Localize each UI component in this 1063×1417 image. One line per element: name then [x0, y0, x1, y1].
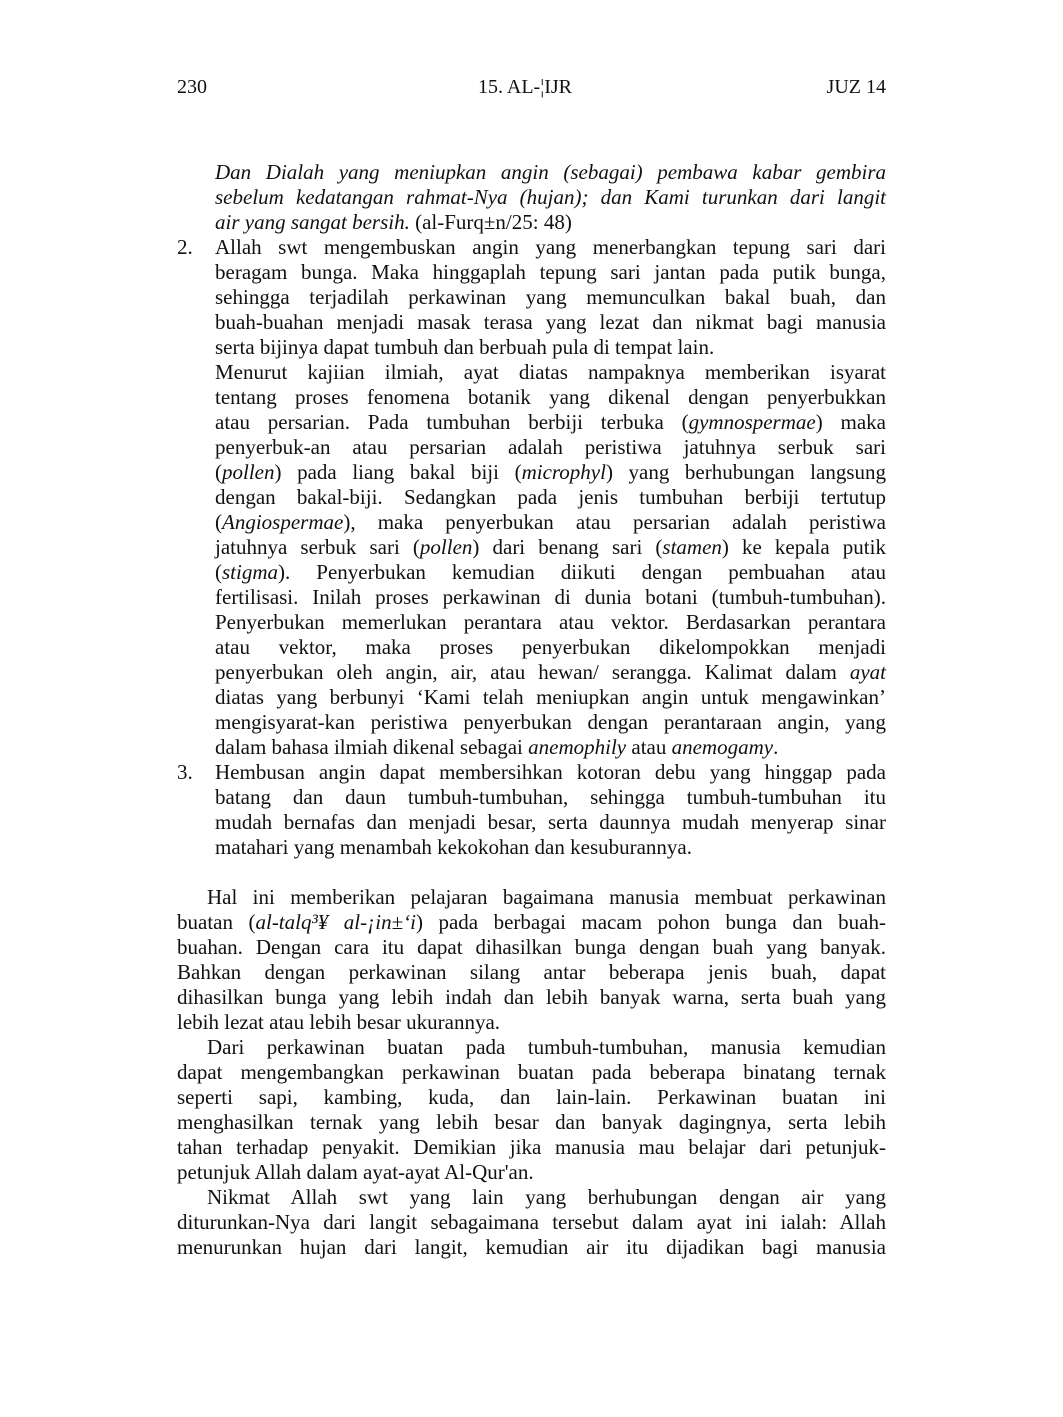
running-header-chapter: 15. AL-¦IJR: [478, 76, 573, 98]
text-line: [177, 1010, 886, 1035]
line-text: [177, 1235, 886, 1260]
line-text: [215, 685, 886, 710]
italic-text: al-talq³¥ al-¡in±‘i: [255, 910, 416, 934]
italic-text: anemophily: [528, 735, 627, 759]
text-segment: ), maka penyerbukan atau persarian adalah peristiwa: [343, 510, 886, 534]
line-text: [177, 1210, 886, 1235]
text-line: [177, 160, 886, 185]
italic-text: ayat: [849, 660, 886, 684]
italic-text: gymnospermae: [688, 410, 816, 434]
text-line: [177, 710, 886, 735]
text-segment: ) yang berhubungan langsung: [605, 460, 886, 484]
line-text: [215, 335, 886, 360]
text-segment: tentang proses fenomena botanik yang dikenal dengan penyerbukkan: [215, 385, 886, 409]
text-segment: (: [215, 460, 222, 484]
text-line: [177, 235, 886, 260]
text-segment: mudah bernafas dan menjadi besar, serta daunnya mudah menyerap sinar: [215, 810, 886, 834]
text-segment: atau persarian. Pada tumbuhan berbiji terbuka (: [215, 410, 689, 434]
text-line: [177, 635, 886, 660]
text-line: [177, 335, 886, 360]
text-segment: ) dari benang sari (: [472, 535, 663, 559]
text-line: [177, 560, 886, 585]
italic-text: Dan Dialah yang meniupkan angin (sebagai) pembawa kabar gembira: [215, 160, 886, 184]
line-text: [215, 610, 886, 635]
text-segment: (: [215, 560, 222, 584]
text-line: [177, 410, 886, 435]
text-segment: ) maka: [815, 410, 886, 434]
text-line: [177, 960, 886, 985]
list-number: 3.: [177, 760, 193, 784]
line-text: [177, 985, 886, 1010]
line-text: [215, 360, 886, 385]
text-segment: dalam bahasa ilmiah dikenal sebagai: [215, 735, 529, 759]
text-line: [177, 735, 886, 760]
text-segment: dapat mengembangkan perkawinan buatan pada beberapa binatang ternak: [177, 1060, 886, 1084]
line-text: [215, 260, 886, 285]
line-text: [215, 635, 886, 660]
line-text: [215, 560, 886, 585]
text-line: [177, 1160, 886, 1185]
text-segment: ). Penyerbukan kemudian diikuti dengan pembuahan atau: [278, 560, 886, 584]
line-text: [215, 835, 886, 860]
text-segment: penyerbuk-an atau persarian adalah peristiwa jatuhnya serbuk sari: [215, 435, 886, 459]
italic-text: Angiospermae: [222, 510, 344, 534]
line-text: [177, 1160, 886, 1185]
italic-text: anemogamy: [671, 735, 774, 759]
text-segment: matahari yang menambah kekokohan dan kesuburannya.: [215, 835, 693, 859]
line-text: [215, 410, 886, 435]
text-line: [177, 460, 886, 485]
text-segment: Nikmat Allah swt yang lain yang berhubungan dengan air yang: [207, 1185, 886, 1209]
text-line: [177, 360, 886, 385]
text-segment: Allah swt mengembuskan angin yang menerbangkan tepung sari dari: [215, 235, 886, 259]
text-segment: buah-buahan menjadi masak terasa yang lezat dan nikmat bagi manusia: [215, 310, 886, 334]
text-segment: atau: [626, 735, 672, 759]
text-segment: ) pada liang bakal biji (: [274, 460, 522, 484]
line-text: [177, 885, 886, 910]
text-segment: ) ke kepala putik: [721, 535, 886, 559]
text-segment: beragam bunga. Maka hinggaplah tepung sari jantan pada putik bunga,: [215, 260, 886, 284]
text-line: [177, 385, 886, 410]
italic-text: pollen: [419, 535, 473, 559]
line-text: [177, 1085, 886, 1110]
text-line: [177, 810, 886, 835]
text-segment: (: [215, 510, 222, 534]
line-text: [215, 585, 886, 610]
text-line: [177, 685, 886, 710]
text-line: [177, 535, 886, 560]
page-number: 230: [177, 76, 207, 98]
line-text: [215, 735, 886, 760]
text-segment: menghasilkan ternak yang lebih besar dan banyak dagingnya, serta lebih: [177, 1110, 886, 1134]
line-text: [215, 810, 886, 835]
text-line: [177, 985, 886, 1010]
line-text: [215, 160, 886, 185]
text-segment: dengan bakal-biji. Sedangkan pada jenis tumbuhan berbiji tertutup: [215, 485, 886, 509]
text-segment: Dari perkawinan buatan pada tumbuh-tumbuhan, manusia kemudian: [207, 1035, 886, 1059]
line-text: [215, 285, 886, 310]
line-text: [177, 1060, 886, 1085]
text-line: [177, 510, 886, 535]
text-line: [177, 260, 886, 285]
line-text: [215, 785, 886, 810]
text-line: [177, 1110, 886, 1135]
text-segment: Penyerbukan memerlukan perantara atau vektor. Berdasarkan perantara: [215, 610, 886, 634]
text-segment: (al-Furq±n/25: 48): [409, 210, 572, 234]
text-segment: mengisyarat-kan peristiwa penyerbukan dengan perantaraan angin, yang: [215, 710, 886, 734]
line-text: [215, 310, 886, 335]
line-text: [177, 910, 886, 935]
text-segment: dihasilkan bunga yang lebih indah dan lebih banyak warna, serta buah yang: [177, 985, 886, 1009]
italic-text: pollen: [222, 460, 275, 484]
text-segment: tahan terhadap penyakit. Demikian jika manusia mau belajar dari petunjuk-: [177, 1135, 886, 1159]
text-line: [177, 210, 886, 235]
text-segment: Bahkan dengan perkawinan silang antar beberapa jenis buah, dapat: [177, 960, 886, 984]
italic-text: air yang sangat bersih.: [215, 210, 410, 234]
text-line: [177, 785, 886, 810]
line-text: [215, 210, 886, 235]
text-line: [177, 310, 886, 335]
text-segment: atau vektor, maka proses penyerbukan dikelompokkan menjadi: [215, 635, 886, 659]
italic-text: stamen: [662, 535, 722, 559]
text-line: [177, 1085, 886, 1110]
text-segment: penyerbukan oleh angin, air, atau hewan/ serangga. Kalimat dalam: [215, 660, 850, 684]
text-segment: Hal ini memberikan pelajaran bagaimana manusia membuat perkawinan: [207, 885, 886, 909]
text-segment: batang dan daun tumbuh-tumbuhan, sehingga tumbuh-tumbuhan itu: [215, 785, 886, 809]
text-line: [177, 1060, 886, 1085]
text-line: [177, 435, 886, 460]
text-segment: petunjuk Allah dalam ayat-ayat Al-Qur'an.: [177, 1160, 534, 1184]
text-segment: lebih lezat atau lebih besar ukurannya.: [177, 1010, 501, 1034]
list-number: 2.: [177, 235, 193, 259]
line-text: [215, 385, 886, 410]
blank-line: [177, 860, 886, 885]
text-segment: seperti sapi, kambing, kuda, dan lain-lain. Perkawinan buatan ini: [177, 1085, 886, 1109]
text-segment: ) pada berbagai macam pohon bunga dan buah-: [415, 910, 886, 934]
line-text: [215, 235, 886, 260]
text-segment: fertilisasi. Inilah proses perkawinan di dunia botani (tumbuh-tumbuhan).: [215, 585, 886, 609]
text-line: [177, 1235, 886, 1260]
text-segment: buatan (: [177, 910, 256, 934]
text-line: [177, 835, 886, 860]
text-segment: sehingga terjadilah perkawinan yang memunculkan bakal buah, dan: [215, 285, 886, 309]
text-line: [177, 910, 886, 935]
text-segment: menurunkan hujan dari langit, kemudian air itu dijadikan bagi manusia: [177, 1235, 886, 1259]
text-line: [177, 185, 886, 210]
text-line: [177, 760, 886, 785]
text-segment: diturunkan-Nya dari langit sebagaimana tersebut dalam ayat ini ialah: Allah: [177, 1210, 886, 1234]
line-text: [215, 435, 886, 460]
line-text: [215, 485, 886, 510]
text-segment: .: [773, 735, 779, 759]
text-line: [177, 285, 886, 310]
italic-text: sebelum kedatangan rahmat-Nya (hujan); dan Kami turunkan dari langit: [215, 185, 886, 209]
line-text: [177, 1035, 886, 1060]
italic-text: microphyl: [521, 460, 606, 484]
line-text: [177, 1135, 886, 1160]
text-line: [177, 885, 886, 910]
line-text: [215, 460, 886, 485]
page-body: [177, 160, 886, 1260]
text-line: [177, 935, 886, 960]
text-line: [177, 1135, 886, 1160]
text-segment: buahan. Dengan cara itu dapat dihasilkan bunga dengan buah yang banyak.: [177, 935, 886, 959]
line-text: [177, 960, 886, 985]
line-text: [215, 710, 886, 735]
text-segment: serta bijinya dapat tumbuh dan berbuah pula di tempat lain.: [215, 335, 715, 359]
line-text: [215, 510, 886, 535]
line-text: [177, 935, 886, 960]
line-text: [215, 660, 886, 685]
italic-text: stigma: [222, 560, 279, 584]
text-segment: diatas yang berbunyi ‘Kami telah meniupkan angin untuk mengawinkan’: [215, 685, 886, 709]
text-line: [177, 585, 886, 610]
text-segment: Menurut kajiian ilmiah, ayat diatas nampaknya memberikan isyarat: [215, 360, 886, 384]
text-line: [177, 660, 886, 685]
text-line: [177, 485, 886, 510]
text-segment: jatuhnya serbuk sari (: [215, 535, 420, 559]
text-line: [177, 1035, 886, 1060]
text-line: [177, 610, 886, 635]
line-text: [215, 535, 886, 560]
line-text: [177, 1110, 886, 1135]
running-header-juz: JUZ 14: [826, 76, 886, 98]
text-line: [177, 1210, 886, 1235]
line-text: [177, 1010, 886, 1035]
line-text: [215, 185, 886, 210]
text-line: [177, 1185, 886, 1210]
text-segment: Hembusan angin dapat membersihkan kotoran debu yang hinggap pada: [215, 760, 886, 784]
line-text: [177, 1185, 886, 1210]
line-text: [215, 760, 886, 785]
